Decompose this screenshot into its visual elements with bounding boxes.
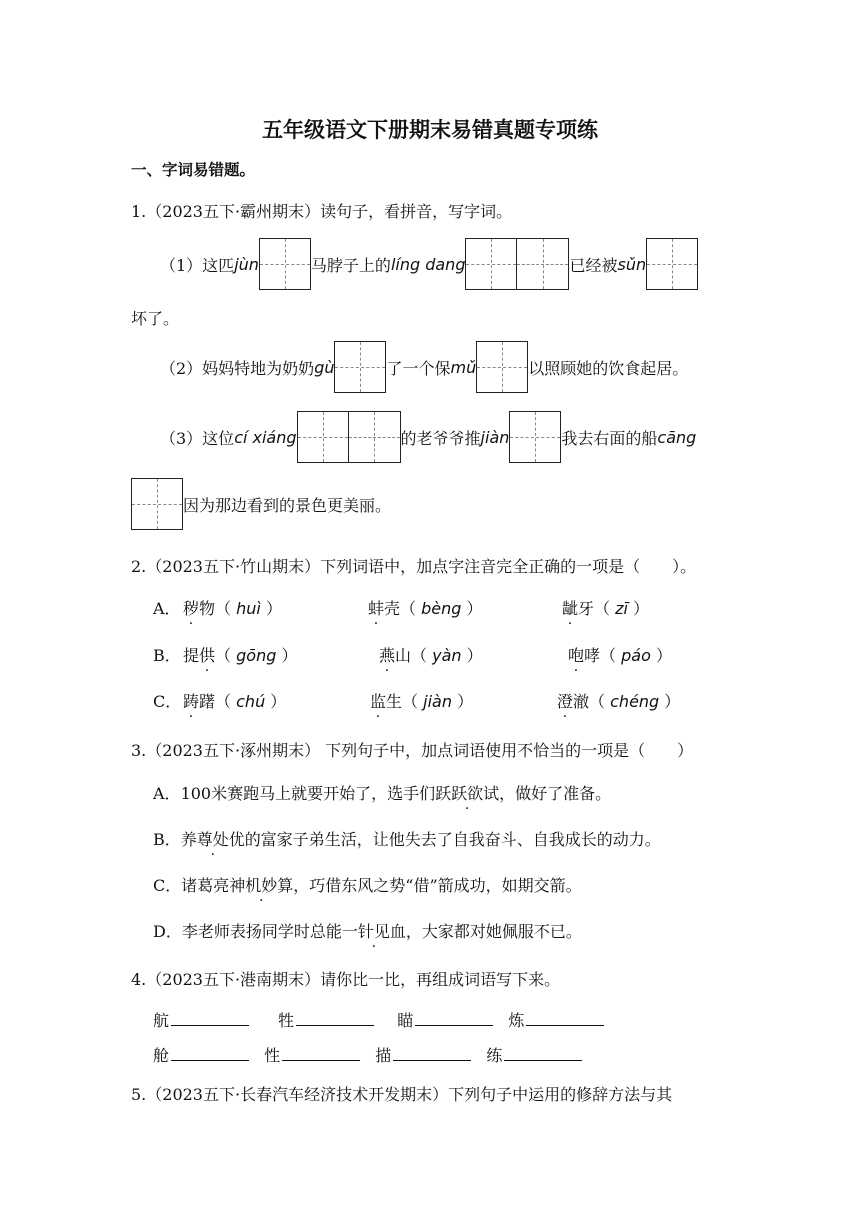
- text: ）: [466, 599, 483, 618]
- question-1-stem: 1.（2023五下·霸州期末）读句子，看拼音，写字词。: [131, 202, 513, 221]
- text: （2）妈妈特地为奶奶: [160, 358, 315, 378]
- question-1-sentence-3: [160, 411, 696, 463]
- option-item: [370, 689, 473, 712]
- pinyin: bèng: [421, 599, 462, 618]
- pinyin: jùn: [234, 254, 259, 274]
- writing-grid[interactable]: [131, 478, 183, 530]
- text: ，巧借东风之势“借”箭成功，如期交箭。: [293, 876, 582, 895]
- answer-blank[interactable]: [393, 1044, 471, 1061]
- pinyin: jiàn: [480, 427, 510, 447]
- answer-blank[interactable]: [282, 1044, 360, 1061]
- dotted-text: 澄: [557, 692, 574, 711]
- answer-blank[interactable]: [171, 1009, 249, 1026]
- option-item: [568, 643, 672, 666]
- text: 炼: [508, 1011, 525, 1030]
- pinyin: jiàn: [423, 692, 452, 711]
- writing-grid[interactable]: [517, 238, 569, 290]
- text: ）: [466, 646, 483, 665]
- text: 物（: [199, 599, 232, 618]
- text: ）: [664, 692, 681, 711]
- answer-blank[interactable]: [415, 1009, 493, 1026]
- text: 了一个保: [386, 358, 451, 378]
- pinyin: zī: [615, 599, 628, 618]
- section-heading: 一、字词易错题。: [131, 160, 256, 179]
- option-item: [368, 596, 483, 619]
- text: 以照顾她的饮食起居。: [528, 358, 689, 378]
- writing-grid[interactable]: [465, 238, 517, 290]
- text: 壳（: [384, 599, 417, 618]
- text: （3）这位: [160, 428, 235, 448]
- question-3-option-a: [153, 781, 611, 804]
- option-item: [183, 689, 286, 712]
- text: 航: [153, 1011, 170, 1030]
- text: ）: [457, 692, 474, 711]
- pinyin: chú: [236, 692, 266, 711]
- dotted-text: 咆: [568, 646, 585, 665]
- text: 我去右面的船: [561, 428, 658, 448]
- option-item: [183, 643, 298, 666]
- text: ）: [265, 599, 282, 618]
- pinyin: gù: [314, 357, 335, 377]
- text: 描: [375, 1046, 392, 1065]
- dotted-text: 一针见血: [341, 922, 406, 941]
- answer-blank[interactable]: [296, 1009, 374, 1026]
- pinyin: páo: [621, 646, 651, 665]
- text: 的富家子弟生活，让他失去了自我奋斗、自我成长的动力。: [244, 830, 661, 849]
- writing-grid[interactable]: [646, 238, 698, 290]
- text: ，做好了准备。: [499, 784, 612, 803]
- writing-grid[interactable]: [476, 341, 528, 393]
- dotted-text: 监: [370, 692, 387, 711]
- question-1-sentence-3-end: [131, 478, 391, 530]
- pinyin: cí xiáng: [234, 427, 297, 447]
- text: 澈（: [573, 692, 606, 711]
- question-1-sentence-1-end: 坏了。: [131, 309, 180, 328]
- question-1-sentence-2: [160, 341, 688, 393]
- writing-grid[interactable]: [259, 238, 311, 290]
- dotted-text: 养尊处优: [180, 830, 245, 849]
- text: ）: [281, 646, 298, 665]
- text: 100米赛跑马上就要开始了，选手们: [180, 784, 436, 803]
- option-item: [379, 643, 483, 666]
- writing-grid[interactable]: [297, 411, 349, 463]
- dotted-text: 秽: [183, 599, 200, 618]
- text: 练: [486, 1046, 503, 1065]
- text: 已经被: [569, 255, 618, 275]
- question-1-sentence-1: [160, 238, 698, 290]
- text: C．: [153, 876, 182, 895]
- dotted-text: 供: [199, 646, 216, 665]
- text: 瞄: [397, 1011, 414, 1030]
- text: 提: [183, 646, 200, 665]
- text: 哮（: [584, 646, 617, 665]
- text: （: [215, 646, 232, 665]
- text: 牲: [278, 1011, 295, 1030]
- pinyin: huì: [236, 599, 261, 618]
- dotted-text: 龇: [562, 599, 579, 618]
- question-3-option-d: [153, 919, 582, 942]
- text: C．: [153, 692, 182, 711]
- page-title: 五年级语文下册期末易错真题专项练: [262, 117, 598, 142]
- option-item: [557, 689, 680, 712]
- writing-grid[interactable]: [334, 341, 386, 393]
- question-4-stem: 4.（2023五下·港南期末）请你比一比，再组成词语写下来。: [131, 970, 561, 989]
- question-2-stem: 2.（2023五下·竹山期末）下列词语中，加点字注音完全正确的一项是（ ）。: [131, 557, 697, 576]
- pinyin: cāng: [657, 427, 697, 447]
- text: ）: [270, 692, 287, 711]
- dotted-text: 跃跃欲试: [435, 784, 500, 803]
- option-item: [562, 596, 649, 619]
- text: 牙（: [578, 599, 611, 618]
- text: B．: [153, 830, 181, 849]
- question-4-row-2: [153, 1043, 582, 1066]
- text: 舱: [153, 1046, 170, 1065]
- text: A．: [153, 784, 181, 803]
- writing-grid[interactable]: [349, 411, 401, 463]
- dotted-text: 燕: [379, 646, 396, 665]
- question-3-option-b: [153, 827, 661, 850]
- text: 山（: [395, 646, 428, 665]
- question-5-stem: 5.（2023五下·长春汽车经济技术开发期末）下列句子中运用的修辞方法与其: [131, 1085, 673, 1104]
- pinyin: sǔn: [617, 254, 647, 274]
- pinyin: líng dang: [390, 254, 466, 274]
- pinyin: gōng: [236, 646, 277, 665]
- dotted-text: 神机妙算: [229, 876, 294, 895]
- text: （1）这匹: [160, 255, 235, 275]
- text: D．: [153, 922, 182, 941]
- dotted-text: 蚌: [368, 599, 385, 618]
- answer-blank[interactable]: [526, 1009, 604, 1026]
- answer-blank[interactable]: [171, 1044, 249, 1061]
- question-4-row-1: [153, 1008, 604, 1031]
- text: 的老爷爷推: [400, 428, 481, 448]
- dotted-text: 踌: [183, 692, 200, 711]
- writing-grid[interactable]: [509, 411, 561, 463]
- text: 生（: [386, 692, 419, 711]
- pinyin: chéng: [610, 692, 660, 711]
- text: ）: [655, 646, 672, 665]
- text: A．: [153, 599, 181, 618]
- text: 性: [264, 1046, 281, 1065]
- question-3-option-c: [153, 873, 582, 896]
- text: 诸葛亮: [181, 876, 230, 895]
- text: ，大家都对她佩服不已。: [405, 922, 582, 941]
- pinyin: mǔ: [450, 357, 477, 377]
- text: 躇（: [199, 692, 232, 711]
- text: 马脖子上的: [310, 255, 391, 275]
- question-3-stem: 3.（2023五下·涿州期末） 下列句子中，加点词语使用不恰当的一项是（ ）: [131, 741, 694, 760]
- option-item: [183, 596, 282, 619]
- answer-blank[interactable]: [504, 1044, 582, 1061]
- text: 因为那边看到的景色更美丽。: [183, 495, 392, 515]
- text: 李老师表扬同学时总能: [181, 922, 342, 941]
- text: ）: [633, 599, 650, 618]
- text: B．: [153, 646, 181, 665]
- pinyin: yàn: [432, 646, 462, 665]
